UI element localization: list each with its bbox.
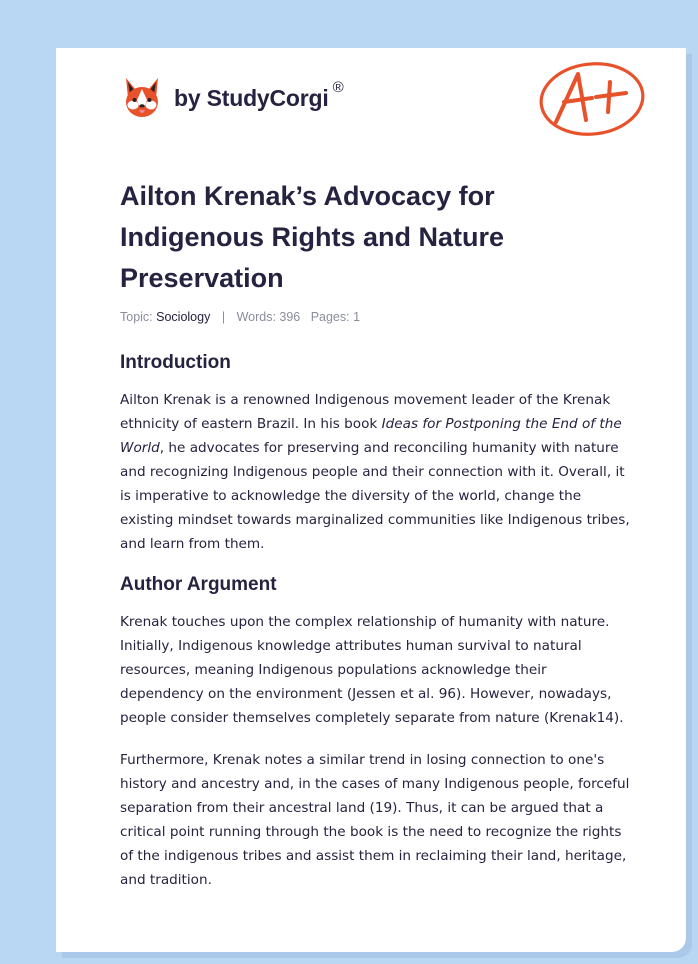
brand-text: by StudyCorgi (174, 84, 329, 111)
argument-paragraph-2: Furthermore, Krenak notes a similar trend in losing connection to one's history and ancestry and, in the cases of many Indigenous people, forceful separation from their ancestral land (19). Thus, it can be argued that a critical point running through the book is the need to recognize the rights of the indigenous tribes and assist them in reclaiming their land, heritage, and tradition. (120, 752, 630, 888)
page-title: Ailton Krenak’s Advocacy for Indigenous Rights and Nature Preservation (120, 181, 505, 293)
word-count: Words: 396 (236, 310, 301, 324)
registered-mark: ® (332, 78, 344, 96)
paragraph-text: , he advocates for preserving and reconciling humanity with nature and recognizing Indigenous people and their connection with it. Overall, it is imperative to acknowledge the diversity of the world, change the existing mindset towards marginalized communities like Indigenous tribes, and learn from them. (120, 440, 630, 552)
introduction-paragraph (120, 388, 630, 556)
book-title: Ideas for Postponing the End of the World (120, 416, 622, 456)
meta-separator: | (221, 310, 226, 324)
paragraph-text: Ailton Krenak is a renowned Indigenous movement leader of the Krenak ethnicity of eastern Brazil. In his book (120, 392, 611, 432)
argument-paragraph-1: Krenak touches upon the complex relationship of humanity with nature. Initially, Indigenous knowledge attributes human survival to natural resources, meaning Indigenous populations acknowledge their dependency on the environment (Jessen et al. 96). However, nowadays, people consider themselves completely separate from nature (Krenak14). (120, 614, 624, 726)
document-page (56, 48, 686, 952)
topic-label: Topic: (120, 310, 153, 324)
section-heading-introduction: Introduction (120, 352, 231, 373)
brand-name (174, 78, 344, 112)
corgi-logo-icon (122, 76, 162, 120)
brand-header[interactable] (122, 76, 343, 120)
page-count: Pages: 1 (310, 310, 361, 324)
essay-content (120, 176, 630, 892)
essay-meta (120, 310, 630, 324)
topic-link[interactable]: Sociology (156, 310, 211, 324)
a-plus-grade-icon (538, 60, 648, 140)
section-heading-author-argument: Author Argument (120, 574, 277, 595)
